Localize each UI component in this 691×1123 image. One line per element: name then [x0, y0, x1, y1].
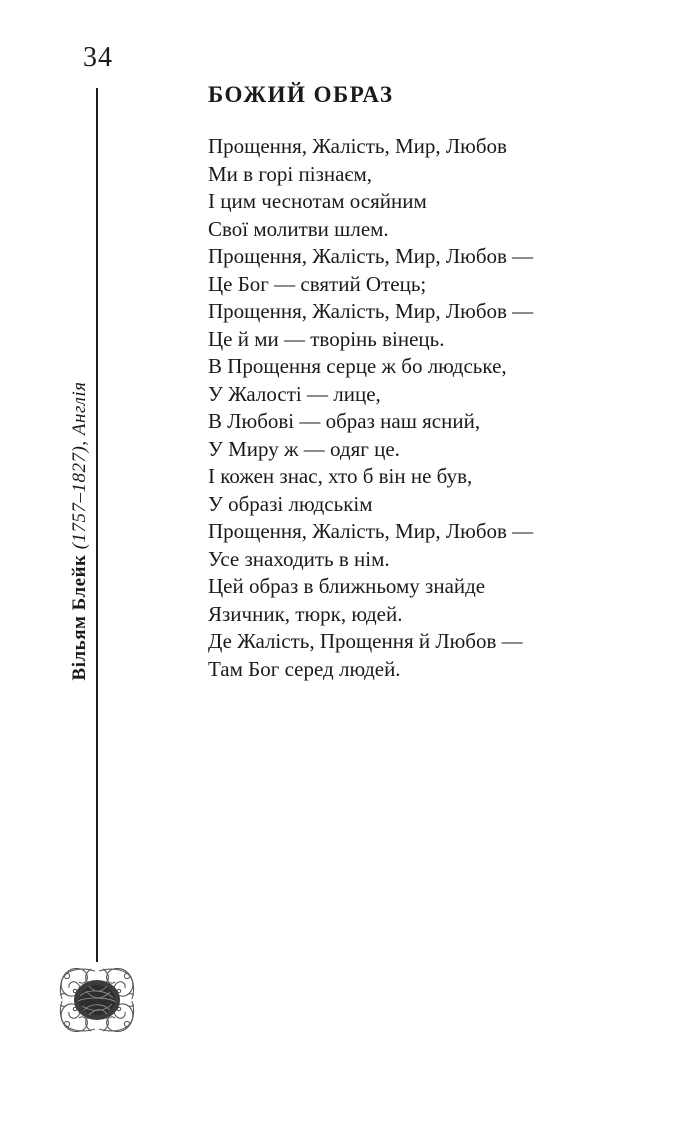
- poem-line: Це Бог — святий Отець;: [208, 271, 427, 296]
- poem-line: Ми в горі пізнаєм,: [208, 161, 372, 186]
- poem-line: У образі людськім: [208, 491, 373, 516]
- poem-line: Там Бог серед людей.: [208, 656, 401, 681]
- poem-line: Прощення, Жалість, Мир, Любов —: [208, 244, 534, 268]
- poem-line: Це й ми — творінь вінець.: [208, 326, 445, 351]
- ornament-center: [74, 980, 120, 1020]
- poem-line: І цим чеснотам осяйним: [208, 189, 427, 213]
- poem-line: Прощення, Жалість, Мир, Любов: [208, 134, 507, 158]
- poem-line: У Миру ж — одяг це.: [208, 436, 400, 461]
- poem-line: В Прощення серце ж бо людське,: [208, 354, 507, 378]
- poem-line: В Любові — образ наш ясний,: [208, 409, 481, 433]
- poem-line: Свої молитви шлем.: [208, 216, 389, 241]
- poem-line: Язичник, тюрк, юдей.: [208, 601, 403, 626]
- author-name: Вільям Блейк: [69, 554, 90, 681]
- filigree-ornament-icon: [58, 966, 136, 1034]
- page-number: 34: [83, 42, 113, 73]
- sidebar-author: [69, 382, 91, 681]
- sidebar-vertical-rule: [96, 88, 98, 962]
- poem-body: [208, 133, 533, 683]
- poem-line: Прощення, Жалість, Мир, Любов —: [208, 299, 534, 323]
- poem-line: Цей образ в ближньому знайде: [208, 574, 486, 598]
- poem-line: Усе знаходить в нім.: [208, 546, 390, 571]
- poem-line: І кожен знас, хто б він не був,: [208, 464, 473, 488]
- poem-title: БОЖИЙ ОБРАЗ: [208, 82, 394, 107]
- poem-line: Прощення, Жалість, Мир, Любов —: [208, 519, 534, 543]
- poem-line: У Жалості — лице,: [208, 381, 381, 406]
- poem-line: Де Жалість, Прощення й Любов —: [208, 629, 523, 653]
- author-dates-country: (1757–1827), Англія: [69, 381, 90, 555]
